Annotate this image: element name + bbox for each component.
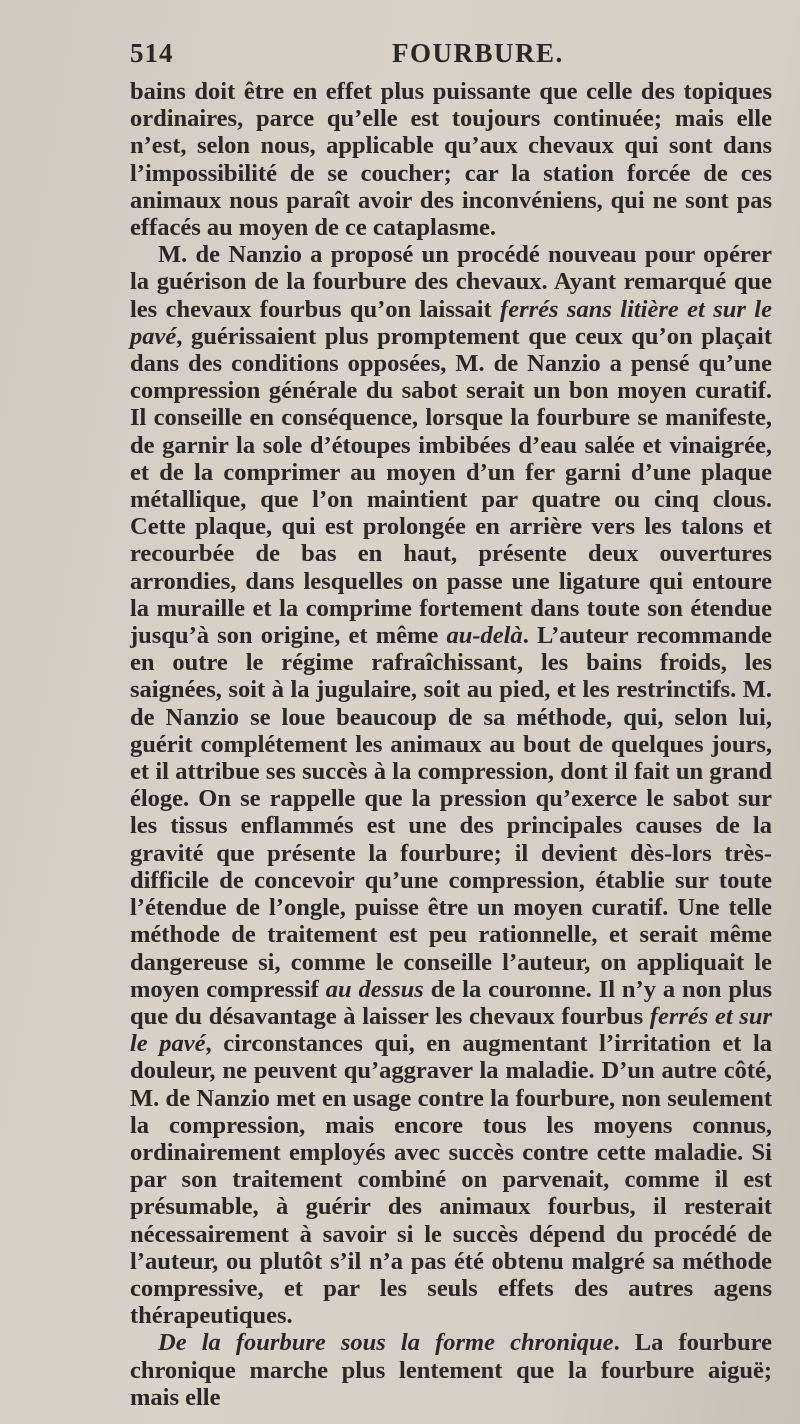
body-text (130, 78, 772, 1411)
text-segment: , guérissaient plus promptement que ceux qu’on plaçait dans des conditions opposées, M. de Nanzio a pensé qu’une compression générale du sabot serait un bon moyen curatif. Il conseille en conséquence, lorsque la fourbure se manifeste, de garnir la sole d’étoupes imbibées d’eau salée et vinaigrée, et de la comprimer au moyen d’un fer garni d’une plaque métallique, que l’on maintient par quatre ou cinq clous. Cette plaque, qui est prolongée en arrière vers les talons et recourbée de bas en haut, présente deux ouvertures arrondies, dans lesquelles on passe une ligature qui entoure la muraille et la comprime fortement dans toute son étendue jusqu’à son origine, et même (130, 322, 772, 650)
italic-segment: au dessus (325, 975, 424, 1003)
page-number: 514 (130, 38, 174, 68)
text-segment: de la couronne. Il n’y a non plus que du désavantage à laisser les chevaux fourbus (130, 975, 773, 1030)
paragraph-1 (130, 78, 772, 241)
text-segment: . L’auteur recommande en outre le régime rafraîchissant, les bains froids, les saignées, soit à la jugulaire, soit au pied, et les restrinctifs. M. de Nanzio se loue beaucoup de sa méthode, qui, selon lui, guérit complétement les animaux au bout de quelques jours, et il attribue ses succès à la compression, dont il fait un grand éloge. On se rappelle que la pression qu’exerce le sabot sur les tissus enflammés est une des principales causes de la gravité que présente la fourbure; il devient dès-lors très-difficile de concevoir qu’une compression, établie sur toute l’étendue de l’ongle, puisse être un moyen curatif. Une telle méthode de traitement est peu rationnelle, et serait même dangereuse si, comme le conseille l’auteur, on appliquait le moyen compressif (130, 622, 772, 1003)
italic-segment: au-delà (446, 622, 523, 650)
italic-segment: ferrés sans litière et sur le pavé (130, 295, 772, 350)
running-head: FOURBURE. (392, 38, 564, 68)
page-header (130, 38, 772, 78)
section-heading-italic: De la fourbure sous la forme chronique (158, 1329, 614, 1357)
italic-segment: ferrés et sur le pavé (130, 1002, 772, 1058)
text-segment: . La fourbure chronique marche plus lentement que la fourbure aiguë; mais elle (130, 1329, 772, 1411)
text-segment: , circonstances qui, en augmentant l’irritation et la douleur, ne peuvent qu’aggraver la maladie. D’un autre côté, M. de Nanzio met en usage contre la fourbure, non seulement la compression, mais encore tous les moyens connus, ordinairement employés avec succès contre cette maladie. Si par son traitement combiné on parvenait, comme il est présumable, à guérir des animaux fourbus, il resterait nécessairement à savoir si le succès dépend du procédé de l’auteur, ou plutôt s’il n’a pas été obtenu malgré sa méthode compressive, et par les seuls effets des autres agens thérapeutiques. (130, 1030, 772, 1330)
text-segment: bains doit être en effet plus puissante que celle des topiques ordinaires, parce qu’elle est toujours continuée; mais elle n’est, selon nous, applicable qu’aux chevaux qui sont dans l’impossibilité de se coucher; car la station forcée de ces animaux nous paraît avoir des inconvéniens, qui ne sont pas effacés au moyen de ce cataplasme. (130, 78, 772, 242)
paragraph-3 (130, 1329, 772, 1411)
text-segment: M. de Nanzio a proposé un procédé nouveau pour opérer la guérison de la fourbure des chevaux. Ayant remarqué que les chevaux fourbus qu’on laissait (130, 241, 772, 323)
paragraph-2 (130, 241, 772, 1329)
